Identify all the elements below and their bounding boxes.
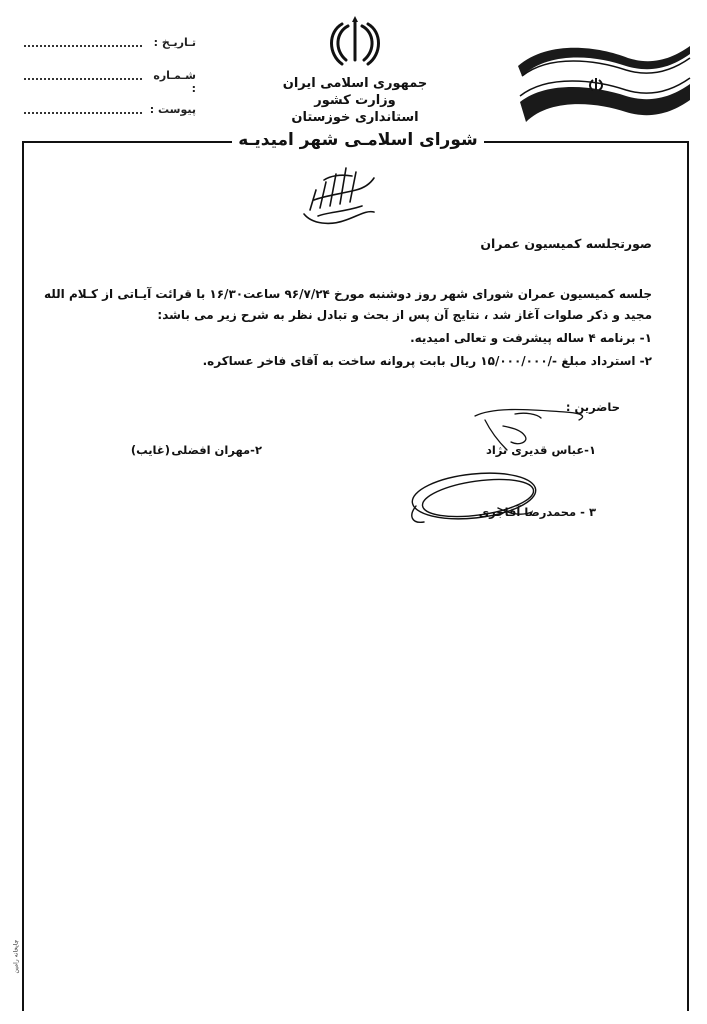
resolution-item-1: ۱- برنامه ۴ ساله پیشرفت و تعالی امیدیه. <box>410 331 652 345</box>
attachment-label: پیوست : <box>149 103 196 116</box>
date-field-line <box>24 45 142 47</box>
council-title: شورای اسلامـی شهر امیدیـه <box>238 130 478 150</box>
attendee-2-name: ۲-مهران افضلی <box>171 443 262 457</box>
number-label: شـمـاره : <box>153 69 196 95</box>
basmala-calligraphy-icon <box>300 160 380 230</box>
attachment-field-line <box>24 112 142 114</box>
signature-1 <box>455 402 595 462</box>
attendee-2-status: (غایب) <box>130 443 170 457</box>
header-line-ministry: وزارت کشور <box>314 93 396 108</box>
attendees-label: حاضرین : <box>565 400 620 414</box>
iran-emblem-icon <box>328 14 382 70</box>
header-line-province: استانداری خوزستان <box>291 110 419 125</box>
signature-3 <box>398 466 558 532</box>
frame-left <box>22 141 24 1011</box>
paragraph-line-2: مجید و ذکر صلوات آغاز شد ، نتایج آن پس از بحث و تبادل نظر به شرح زیر می باشد: <box>157 308 652 322</box>
paragraph-line-1: جلسه کمیسیون عمران شورای شهر روز دوشنبه مورخ ۹۶/۷/۲۴ ساعت۱۶/۳۰ با قرائت آیـاتی از کـلام الله <box>44 287 652 301</box>
frame-right <box>687 141 689 1011</box>
header-line-republic: جمهوری اسلامی ایران <box>282 76 428 91</box>
date-label: تـاریـخ : <box>153 36 196 49</box>
attendee-1-name: ۱-عباس قدیری نژاد <box>485 443 596 457</box>
printer-imprint: چاپخانه رامین <box>12 939 20 974</box>
attendee-3-name: ۳ - محمدرضا آقاجری <box>478 505 596 519</box>
frame-top-left <box>22 141 232 143</box>
resolution-item-2: ۲- استرداد مبلغ -/۱۵/۰۰۰/۰۰۰ ریال بابت پروانه ساخت به آقای فاخر عساکره. <box>202 354 652 368</box>
frame-top-right <box>484 141 689 143</box>
iran-flag-icon <box>508 36 694 128</box>
number-field-line <box>24 78 142 80</box>
document-title: صورتجلسه کمیسیون عمران <box>480 236 652 251</box>
